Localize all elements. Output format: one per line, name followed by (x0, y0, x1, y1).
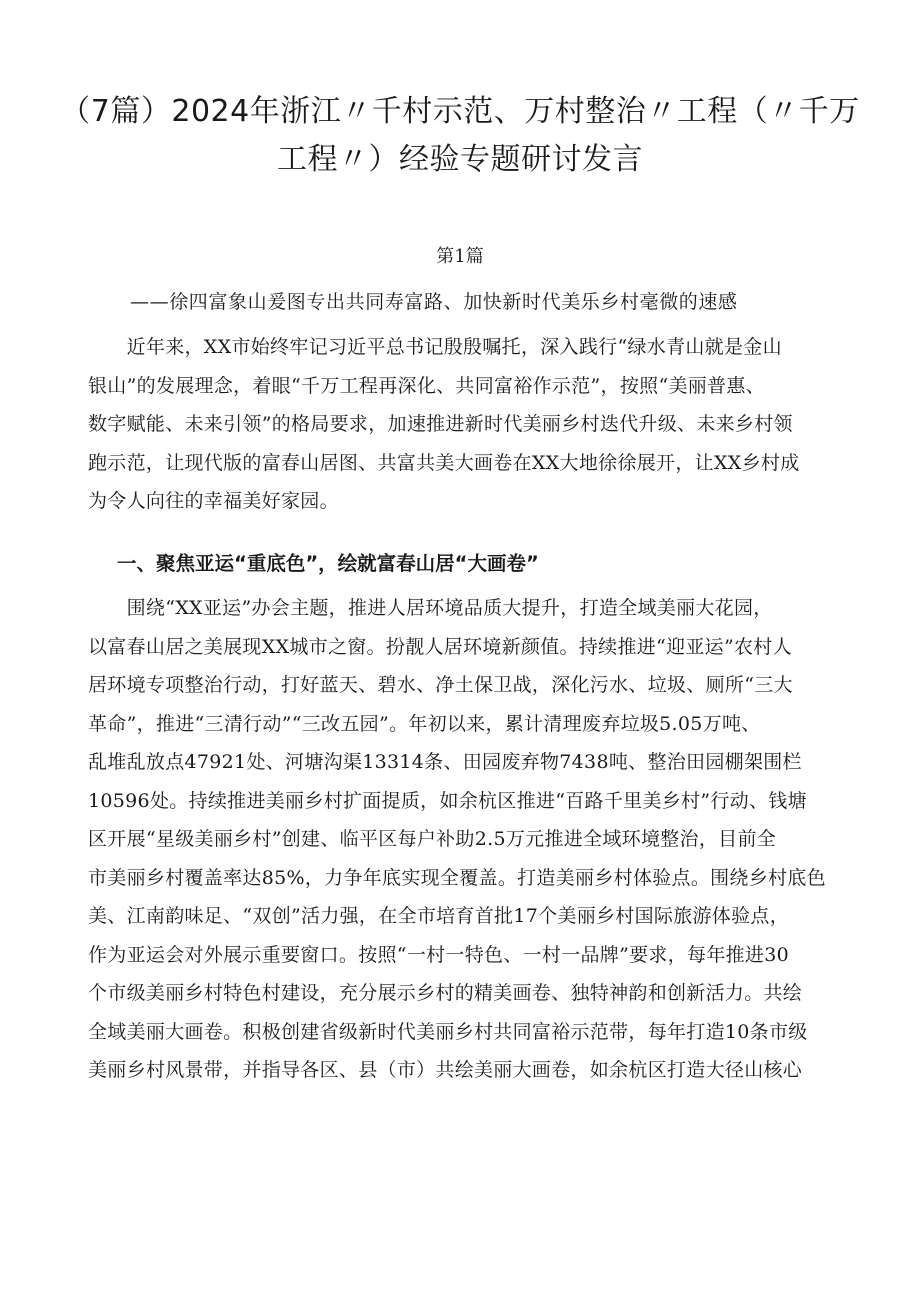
document-title (60, 88, 860, 184)
text-line: 市美丽乡村覆盖率达85%，力争年底实现全覆盖。打造美丽乡村体验点。围绕乡村底色 (88, 866, 826, 889)
text-line: 美、江南韵味足、“双创”活力强，在全市培育首批17个美丽乡村国际旅游体验点， (88, 905, 790, 927)
text-line: 个市级美丽乡村特色村建设，充分展示乡村的精美画卷、独特神韵和创新活力。共绘 (88, 982, 803, 1004)
intro-paragraph (88, 328, 858, 521)
text-line: 为令人向往的幸福美好家园。 (88, 490, 339, 512)
text-line: 围绕“XX亚运”办会主题，推进人居环境品质大提升，打造全域美丽大花园， (88, 597, 773, 619)
subtitle: ——徐四富象山爰图专出共同寿富路、加快新时代美乐乡村毫微的速感 (130, 291, 738, 313)
text-line: 数字赋能、未来引领”的格局要求，加速推进新时代美丽乡村迭代升级、未来乡村领 (88, 413, 793, 435)
text-line: 跑示范，让现代版的富春山居图、共富共美大画卷在XX大地徐徐展开，让XX乡村成 (88, 451, 800, 474)
text-line: 乱堆乱放点47921处、河塘沟渠13314条、田园废弃物7438吨、整治田园棚架围栏 (88, 751, 802, 773)
text-line: 作为亚运会对外展示重要窗口。按照“一村一特色、一村一品牌”要求，每年推进30 (88, 943, 790, 966)
text-line: 以富春山居之美展现XX城市之窗。扮靓人居环境新颜值。持续推进“迎亚运”农村人 (88, 635, 792, 658)
title-line: （7篇）2024年浙江〃千村示范、万村整治〃工程（〃千万 (60, 94, 860, 129)
section-heading: 一、聚焦亚运“重底色”，绘就富春山居“大画卷” (117, 552, 539, 575)
text-line: 全域美丽大画卷。积极创建省级新时代美丽乡村共同富裕示范带，每年打造10条市级 (88, 1020, 808, 1043)
text-line: 居环境专项整治行动，打好蓝天、碧水、净土保卫战，深化污水、垃圾、厕所“三大 (88, 674, 793, 696)
text-line: 革命”，推进“三清行动”“三改五园”。年初以来，累计清理废弃垃圾5.05万吨、 (88, 712, 761, 735)
text-line: 银山”的发展理念，着眼“千万工程再深化、共同富裕作示范”，按照“美丽普惠、 (88, 374, 765, 397)
title-line: 工程〃）经验专题研讨发言 (277, 142, 643, 177)
body-paragraph (88, 589, 858, 1090)
text-line: 近年来，XX市始终牢记习近平总书记殷殷嘱托，深入践行“绿水青山就是金山 (88, 336, 782, 358)
piece-label: 第1篇 (436, 246, 484, 267)
text-line: 美丽乡村风景带，并指导各区、县（市）共绘美丽大画卷，如余杭区打造大径山核心 (88, 1059, 803, 1081)
text-line: 区开展“星级美丽乡村”创建、临平区每户补助2.5万元推进全域环境整治，目前全 (88, 828, 777, 850)
text-line: 10596处。持续推进美丽乡村扩面提质，如余杭区推进“百路千里美乡村”行动、钱塘 (88, 789, 807, 812)
